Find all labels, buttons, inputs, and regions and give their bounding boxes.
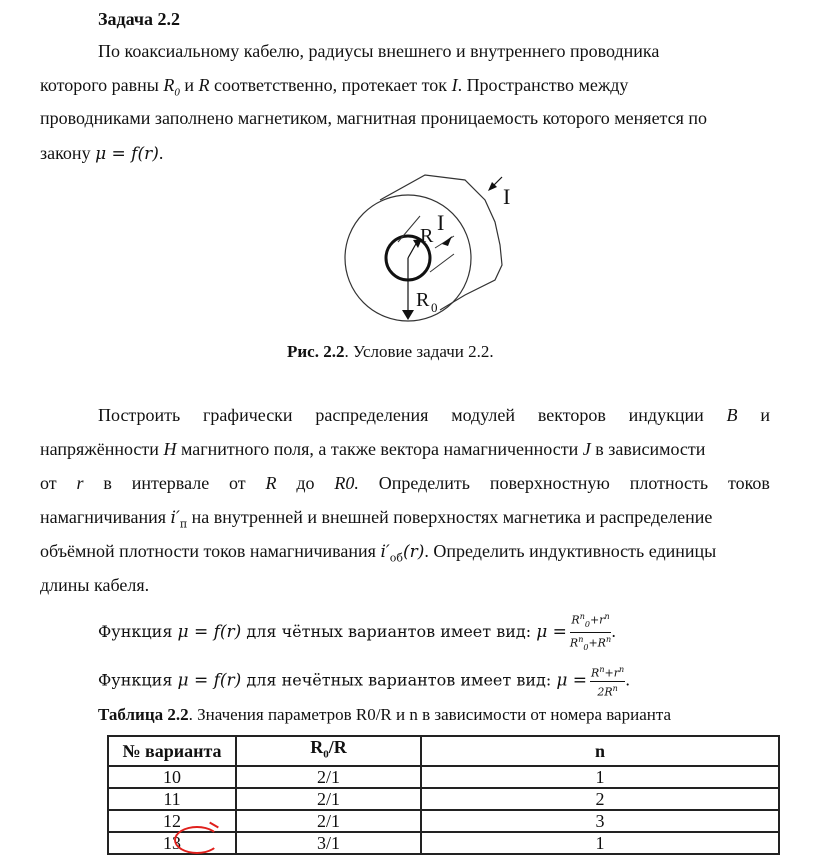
cell-variant: 12: [108, 810, 236, 832]
para1-line4: [40, 142, 163, 165]
header-n: n: [421, 736, 779, 766]
caption-label: Таблица 2.2: [98, 705, 189, 724]
para2-line1: [98, 404, 770, 426]
label-R0: R: [416, 289, 430, 311]
radius-R-line: [408, 242, 417, 258]
symbol-i-volume: $i'_{об}(r)$: [380, 542, 425, 565]
text: . Определить индуктивность единицы: [424, 541, 717, 561]
text: .: [158, 143, 164, 163]
label-R: R: [420, 225, 434, 247]
label-I-inner: I: [437, 210, 445, 235]
word: токов: [727, 473, 770, 493]
para1-line1: По коаксиальному кабелю, радиусы внешнего и внутреннего проводника: [98, 41, 660, 61]
formula-mu: μ = f(r): [177, 670, 242, 691]
text: .: [611, 621, 617, 641]
cell-n: 2: [421, 788, 779, 810]
word: векторов: [537, 405, 606, 425]
cell-ratio: 2/1: [236, 766, 421, 788]
para2-line3: [40, 472, 770, 494]
text: на внутренней и внешней поверхностях магнетика и распределение: [187, 507, 713, 527]
cell-variant: 13: [108, 832, 236, 854]
cell-ratio: 2/1: [236, 810, 421, 832]
formula-odd-fraction: $\frac{R^n+r^n}{2R^n}$: [591, 665, 625, 699]
table-header-row: [108, 736, 779, 766]
word: от: [229, 473, 246, 493]
function-even: [98, 611, 616, 654]
cell-n: 3: [421, 810, 779, 832]
cell-variant: 11: [108, 788, 236, 810]
text: закону: [40, 143, 96, 163]
symbol-R0: $R_0$: [163, 75, 180, 99]
coaxial-cable-figure: [320, 170, 540, 330]
text: и: [179, 75, 199, 95]
task-title: Задача 2.2: [98, 9, 181, 29]
cell-variant: 10: [108, 766, 236, 788]
word: графически: [203, 405, 293, 425]
highlight-circle-mark: [174, 826, 220, 854]
para2-line2: [40, 438, 705, 460]
word: Определить: [378, 473, 470, 493]
caption-text: . Значения параметров R0/R и n в зависимости от номера варианта: [188, 705, 672, 724]
symbol-I: I: [451, 75, 458, 95]
symbol-i-surface: $i'_п$: [170, 508, 188, 531]
word: индукции: [628, 405, 704, 425]
word: плотность: [629, 473, 709, 493]
text: соответственно, протекает ток: [209, 75, 452, 95]
text: Функция: [98, 621, 178, 641]
formula-eq: μ =: [556, 670, 588, 691]
figure-caption: [287, 341, 494, 363]
text: магнитного поля, а также вектора намагниченности: [176, 439, 583, 459]
table-row: [108, 788, 779, 810]
symbol-B: B: [726, 405, 738, 425]
hatch-line: [430, 254, 454, 272]
arrow-R0-icon: [402, 310, 414, 320]
text: для чётных вариантов имеет вид:: [241, 621, 537, 641]
para2-line4: [40, 506, 712, 535]
table-caption: [98, 704, 671, 726]
formula-mu: μ = f(r): [177, 621, 242, 642]
text: которого равны: [40, 75, 164, 95]
cell-n: 1: [421, 832, 779, 854]
header-variant: № варианта: [108, 736, 236, 766]
word: Построить: [98, 405, 181, 425]
current-arrow-inner-icon: [442, 236, 452, 246]
text: Функция: [98, 670, 178, 690]
caption-label: Рис. 2.2: [287, 342, 345, 361]
word: поверхностную: [489, 473, 610, 493]
word: до: [296, 473, 315, 493]
text: в зависимости: [590, 439, 706, 459]
text: объёмной плотности токов намагничивания: [40, 541, 381, 561]
text: . Пространство между: [457, 75, 629, 95]
symbol-R: R: [265, 473, 277, 493]
para2-line6: длины кабеля.: [40, 575, 150, 595]
formula-mu: μ = f(r): [95, 144, 159, 164]
label-I-outer: I: [503, 184, 511, 209]
para2-line5: [40, 540, 716, 569]
symbol-R: R: [198, 75, 210, 95]
symbol-J: J: [582, 439, 591, 459]
word: интервале: [131, 473, 210, 493]
cell-n: 1: [421, 766, 779, 788]
word: модулей: [451, 405, 516, 425]
cell-ratio: 2/1: [236, 788, 421, 810]
word: и: [760, 405, 770, 425]
word: в: [103, 473, 112, 493]
text: для нечётных вариантов имеет вид:: [241, 670, 557, 690]
text: намагничивания: [40, 507, 171, 527]
symbol-H: H: [163, 439, 177, 459]
formula-even-fraction: $\frac{R^n_0+r^n}{R^n_0+R^n}$: [569, 612, 612, 652]
para1-line3: проводниками заполнено магнетиком, магнитная проницаемость которого меняется по: [40, 108, 708, 128]
para1-line2: [40, 74, 628, 104]
table-row: [108, 766, 779, 788]
header-ratio: $R_0/R$: [236, 736, 421, 766]
word: от: [40, 473, 57, 493]
formula-eq: μ =: [536, 621, 567, 642]
cell-ratio: 3/1: [236, 832, 421, 854]
symbol-R0: R0.: [334, 473, 359, 493]
text: напряжённости: [40, 439, 164, 459]
text: .: [625, 670, 631, 690]
label-R0-sub: 0: [431, 300, 438, 315]
symbol-r: r: [76, 473, 84, 493]
caption-text: . Условие задачи 2.2.: [344, 342, 494, 361]
word: распределения: [315, 405, 429, 425]
function-odd: [98, 664, 630, 698]
